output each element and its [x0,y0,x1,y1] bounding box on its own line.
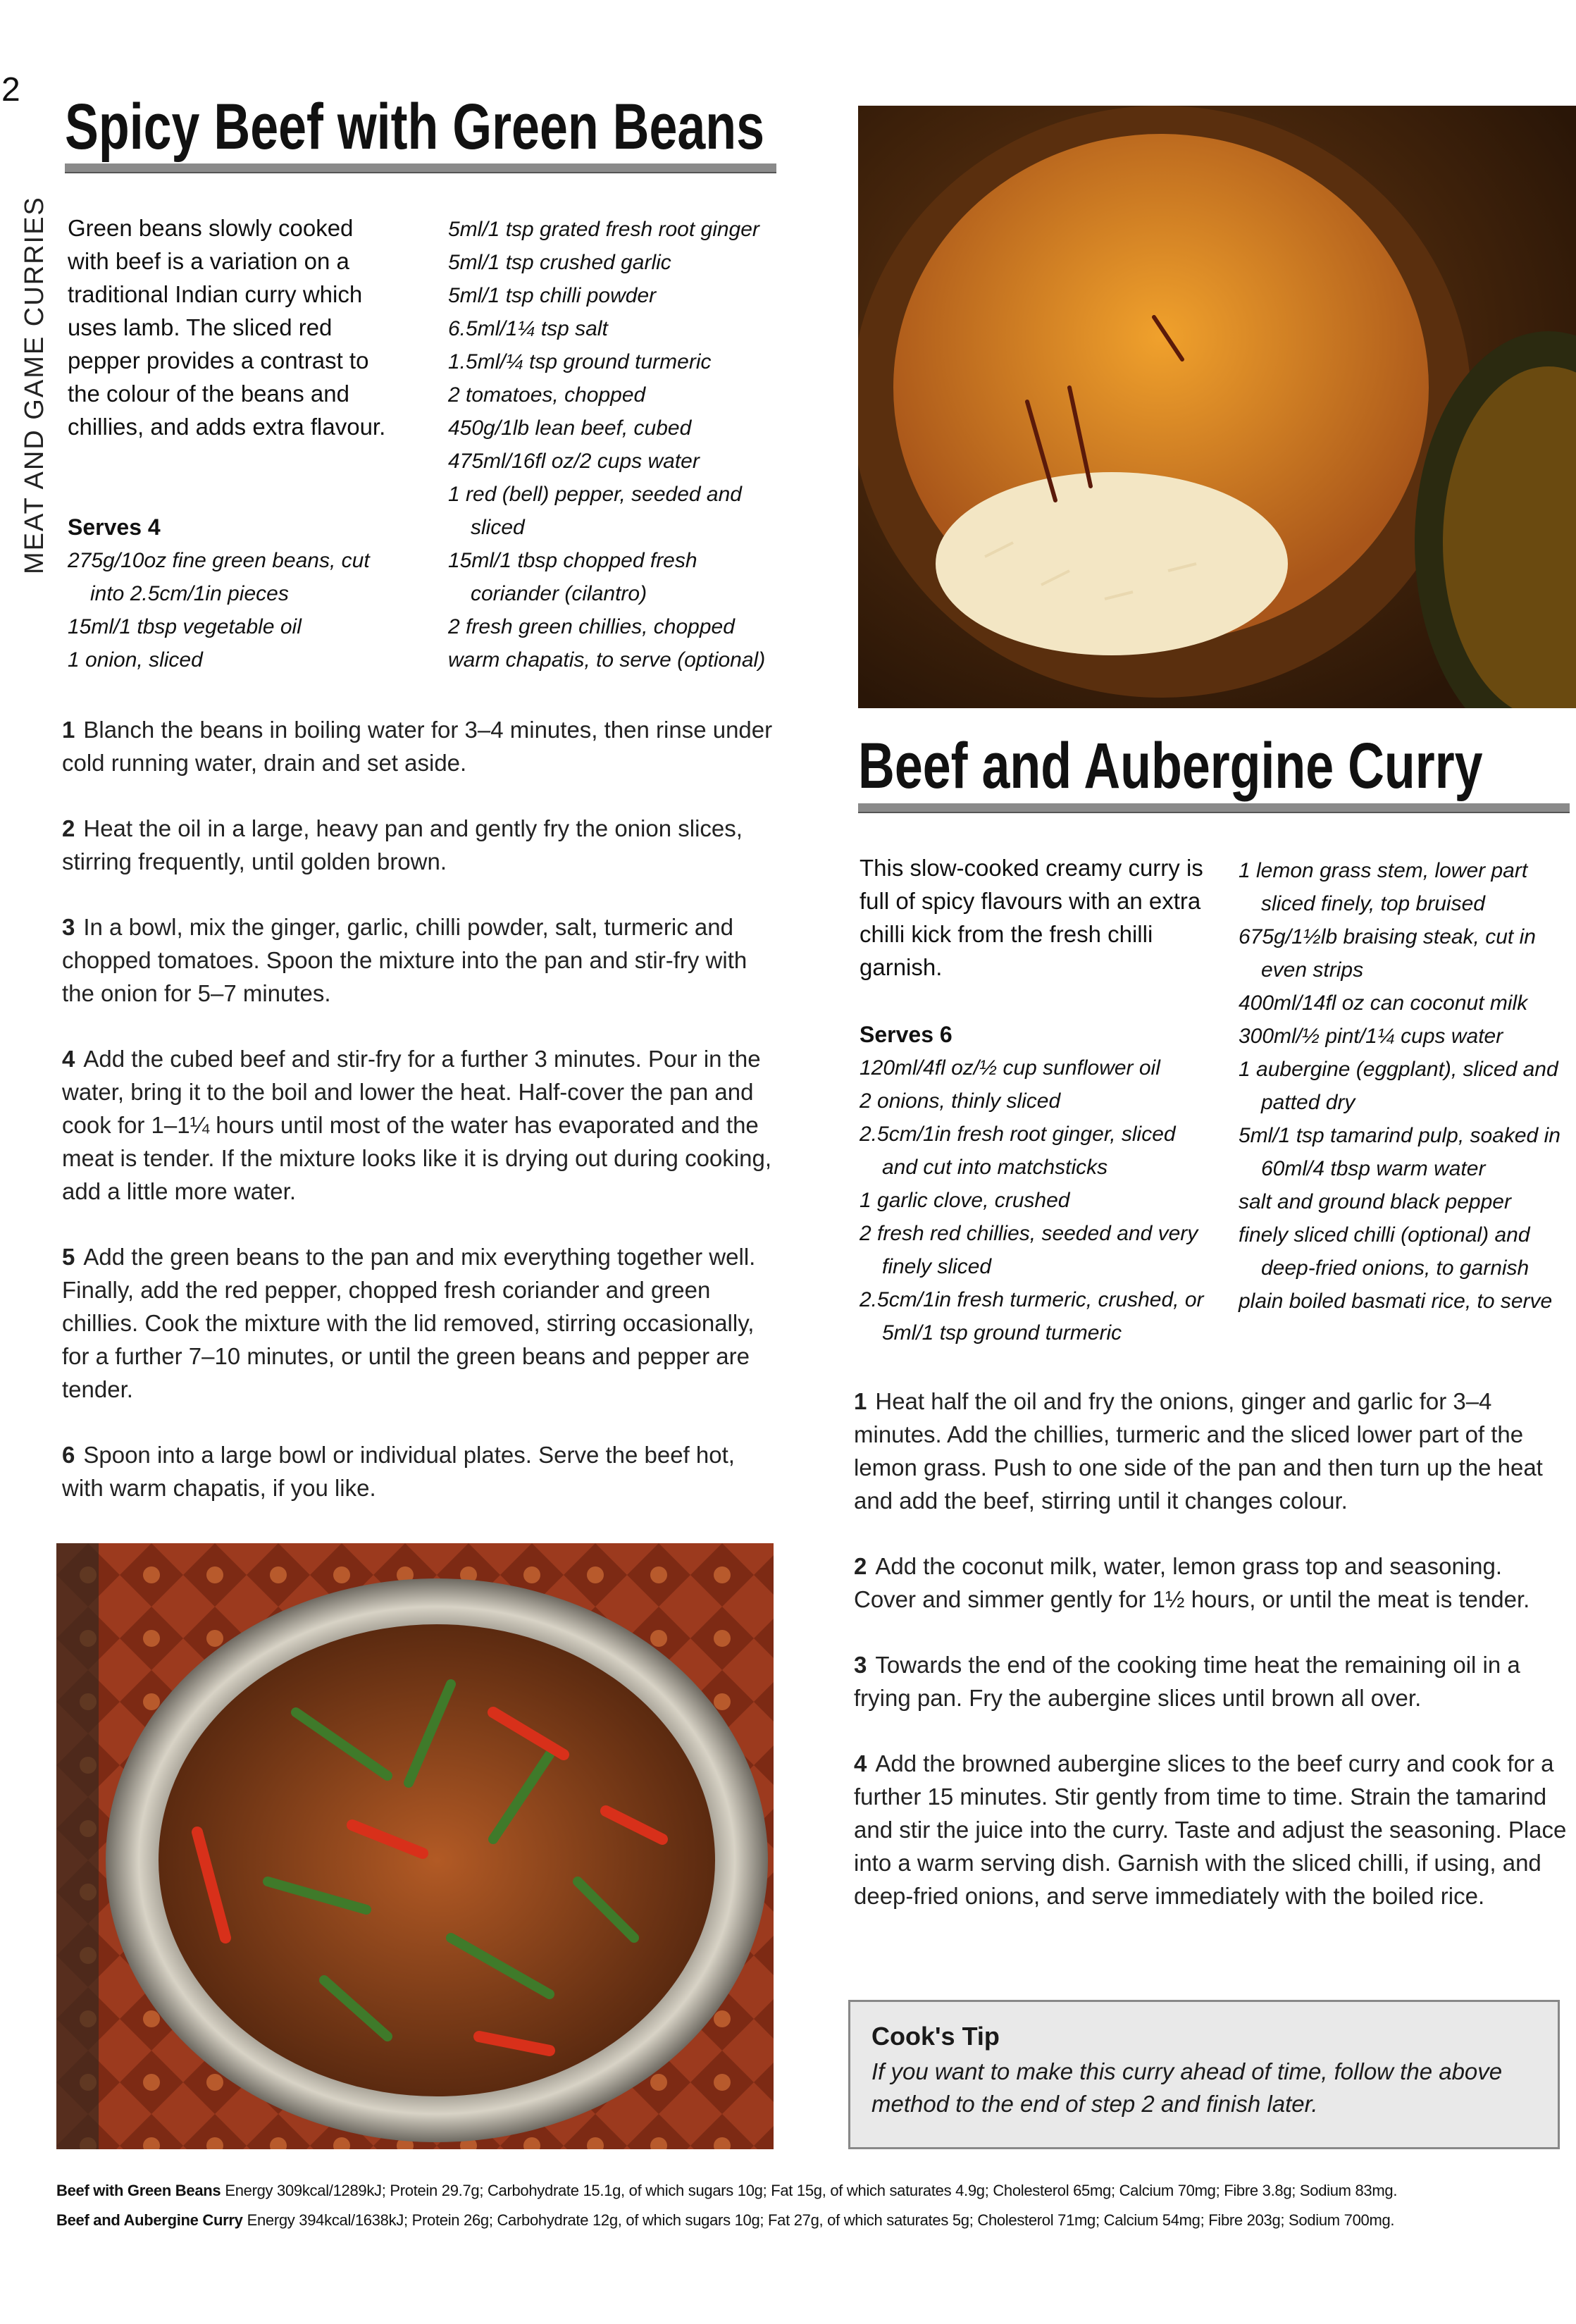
ingredient: 2.5cm/1in fresh turmeric, crushed, or 5ml/1 tsp ground turmeric [860,1288,1204,1345]
recipe1-title-rule [65,163,776,173]
ingredient: plain boiled basmati rice, to serve [1239,1290,1553,1313]
ingredient: 5ml/1 tsp crushed garlic [448,251,671,274]
ingredient: 1 onion, sliced [68,648,203,672]
ingredient: 275g/10oz fine green beans, cut into 2.5cm/1in pieces [68,549,370,605]
ingredient: 1 garlic clove, crushed [860,1189,1070,1212]
beef-aubergine-curry-photo [858,106,1576,708]
method-step: 4 Add the cubed beef and stir-fry for a further 3 minutes. Pour in the water, bring it to the boil and lower the heat. Half-cover the pan and cook for 1–1¼ hours until most of the water has evaporated and the meat is tender. If the mixture looks like it is drying out during cooking, add a little more water. [62,1046,771,1204]
section-label: MEAT AND GAME CURRIES [20,196,49,574]
recipe1-intro: Green beans slowly cooked with beef is a variation on a traditional Indian curry which uses lamb. The sliced red pepper provides a contrast to the colour of the beans and chillies, and adds extra flavour. [68,215,386,440]
ingredient: 1.5ml/¼ tsp ground turmeric [448,350,712,373]
cooks-tip-box [848,2000,1560,2149]
recipe2-serves: Serves 6 [860,1022,953,1047]
ingredient: 6.5ml/1¼ tsp salt [448,317,608,340]
ingredient: 1 aubergine (eggplant), sliced and patted dry [1239,1058,1558,1114]
method-step: 4 Add the browned aubergine slices to the beef curry and cook for a further 15 minutes. Stir gently from time to time. Strain the tamarind and stir the juice into the curry. Taste and adjust the seasoning. Place into a warm serving dish. Garnish with the sliced chilli, if using, and deep-fried onions, and serve immediately with the boiled rice. [854,1750,1567,1909]
page-number: 2 [1,71,20,109]
ingredient: 2.5cm/1in fresh root ginger, sliced and cut into matchsticks [860,1123,1176,1179]
ingredient: 2 tomatoes, chopped [448,383,646,407]
nutrition-line: Beef with Green Beans Energy 309kcal/1289kJ; Protein 29.7g; Carbohydrate 15.1g, of which sugars 10g; Fat 15g, of which saturates 4.9g; Cholesterol 65mg; Calcium 70mg; Fibre 3.8g; Sodium 83mg. [56,2182,1398,2199]
ingredient: 2 fresh green chillies, chopped [448,615,735,638]
ingredient: 5ml/1 tsp tamarind pulp, soaked in 60ml/4 tbsp warm water [1239,1124,1561,1180]
method-step: 1 Heat half the oil and fry the onions, ginger and garlic for 3–4 minutes. Add the chillies, turmeric and the sliced lower part of the lemon grass. Push to one side of the pan and then turn up the heat and add the beef, stirring until it changes colour. [854,1388,1543,1514]
method-step: 3 In a bowl, mix the ginger, garlic, chilli powder, salt, turmeric and chopped tomatoes. Spoon the mixture into the pan and stir-fry with the onion for 5–7 minutes. [62,914,747,1006]
method-step: 2 Add the coconut milk, water, lemon grass top and seasoning. Cover and simmer gently for 1½ hours, or until the meat is tender. [854,1553,1530,1612]
ingredient: 675g/1½lb braising steak, cut in even strips [1239,925,1536,982]
recipe2-method [854,1385,1569,1945]
ingredient: finely sliced chilli (optional) and deep-fried onions, to garnish [1239,1223,1530,1280]
method-step: 2 Heat the oil in a large, heavy pan and gently fry the onion slices, stirring frequently, until golden brown. [62,815,743,874]
ingredient: 15ml/1 tbsp vegetable oil [68,615,302,638]
method-step: 5 Add the green beans to the pan and mix everything together well. Finally, add the red pepper, chopped fresh coriander and green chillies. Cook the mixture with the lid removed, stirring occasionally, for a further 7–10 minutes, or until the green beans and pepper are tender. [62,1244,756,1402]
ingredient: warm chapatis, to serve (optional) [448,648,766,672]
ingredient: 450g/1lb lean beef, cubed [448,416,692,440]
ingredient: 5ml/1 tsp chilli powder [448,284,657,307]
nutrition-line: Beef and Aubergine Curry Energy 394kcal/1638kJ; Protein 26g; Carbohydrate 12g, of which sugars 10g; Fat 27g, of which saturates 5g; Cholesterol 71mg; Calcium 54mg; Fibre 203g; Sodium 700mg. [56,2211,1395,2229]
nutrition-info [56,2176,1571,2235]
ingredient: 5ml/1 tsp grated fresh root ginger [448,218,759,241]
recipe1-ingredients-col2 [448,213,779,676]
ingredient: 1 lemon grass stem, lower part sliced finely, top bruised [1239,859,1528,915]
ingredient: 475ml/16fl oz/2 cups water [448,450,700,473]
recipe1-ingredients-col1 [68,511,399,676]
cooks-tip-body: If you want to make this curry ahead of time, follow the above method to the end of step 2 and finish later. [871,2058,1503,2117]
recipe2-intro: This slow-cooked creamy curry is full of spicy flavours with an extra chilli kick from the fresh chilli garnish. [860,855,1203,980]
recipe2-title: Beef and Aubergine Curry [858,730,1483,802]
ingredient: 400ml/14fl oz can coconut milk [1239,991,1528,1015]
method-step: 3 Towards the end of the cooking time heat the remaining oil in a frying pan. Fry the aubergine slices until brown all over. [854,1652,1520,1711]
ingredient: 120ml/4fl oz/½ cup sunflower oil [860,1056,1160,1080]
cooks-tip-title: Cook's Tip [871,2022,1000,2051]
recipe1-method [62,713,774,1537]
method-step: 1 Blanch the beans in boiling water for 3–4 minutes, then rinse under cold running water, drain and set aside. [62,717,773,776]
ingredient: 15ml/1 tbsp chopped fresh coriander (cilantro) [448,549,697,605]
recipe2-ingredients-col1 [860,1018,1212,1349]
ingredient: salt and ground black pepper [1239,1190,1511,1213]
recipe2-ingredients-col2 [1239,854,1570,1318]
recipe1-title: Spicy Beef with Green Beans [65,91,765,163]
ingredient: 300ml/½ pint/1¼ cups water [1239,1025,1503,1048]
ingredient: 2 fresh red chillies, seeded and very finely sliced [860,1222,1198,1278]
section-spine-label [0,81,49,574]
ingredient: 1 red (bell) pepper, seeded and sliced [448,483,742,539]
ingredient: 2 onions, thinly sliced [860,1089,1061,1113]
beef-green-beans-photo [56,1543,774,2149]
recipe1-serves: Serves 4 [68,514,161,540]
recipe2-title-rule [858,803,1570,813]
method-step: 6 Spoon into a large bowl or individual plates. Serve the beef hot, with warm chapatis, if you like. [62,1442,735,1501]
